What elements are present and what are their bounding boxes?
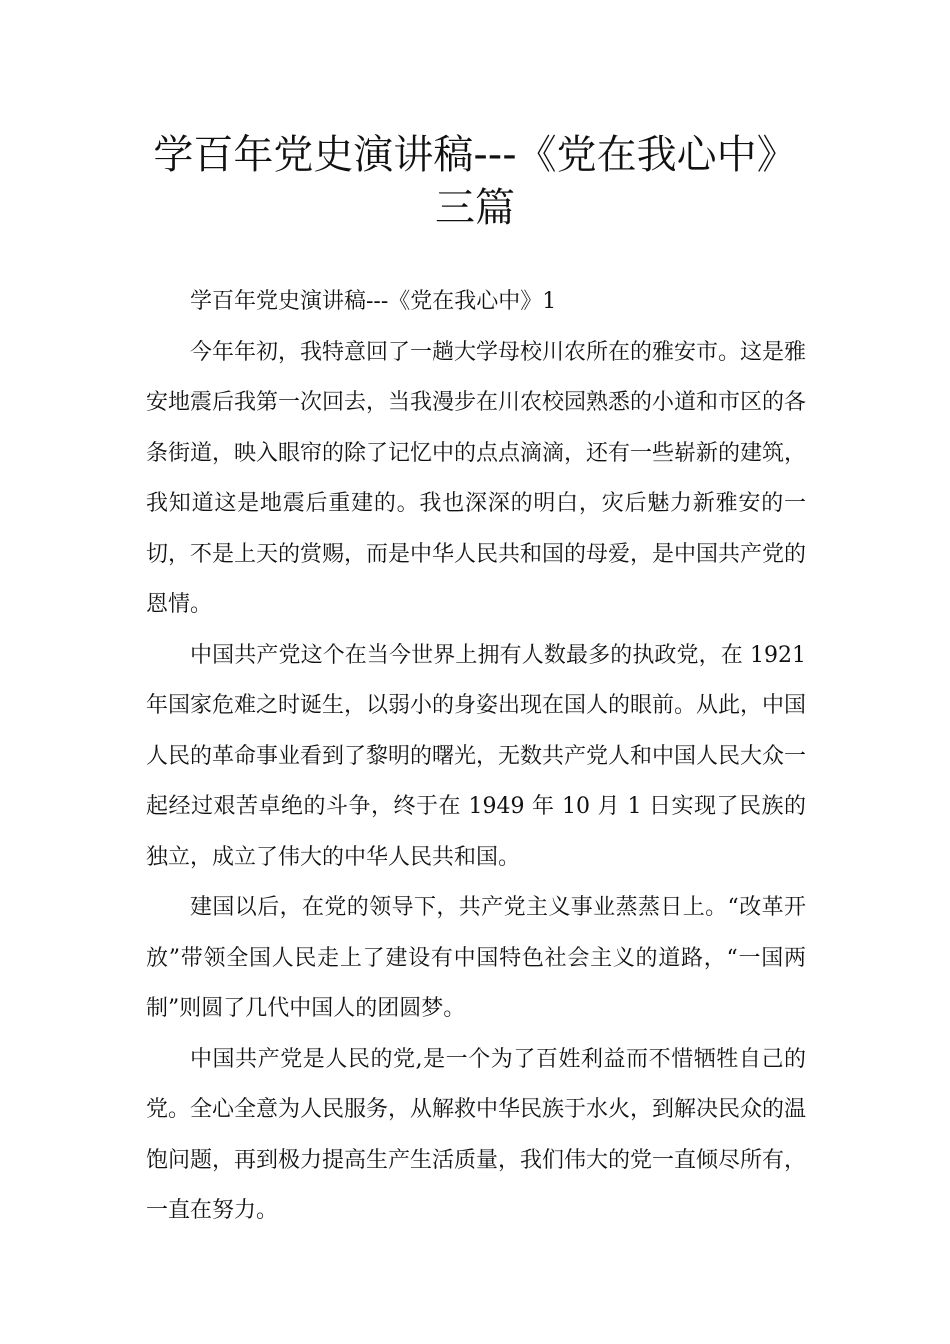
paragraph: 中国共产党是人民的党,是一个为了百姓利益而不惜牺牲自己的党。全心全意为人民服务，从解救中华民族于水火，到解决民众的温饱问题，再到极力提高生产生活质量，我们伟大的党一直倾尽所有，一直在努力。 xyxy=(146,1046,807,1223)
paragraph-subtitle: 学百年党史演讲稿---《党在我心中》1 xyxy=(190,289,557,314)
paragraph: 建国以后，在党的领导下，共产党主义事业蒸蒸日上。“改革开放”带领全国人民走上了建设有中国特色社会主义的道路，“一国两制”则圆了几代中国人的团圆梦。 xyxy=(146,895,806,1021)
document-title-line-2: 三篇 xyxy=(435,185,515,231)
paragraph: 今年年初，我特意回了一趟大学母校川农所在的雅安市。这是雅安地震后我第一次回去，当我漫步在川农校园熟悉的小道和市区的各条街道，映入眼帘的除了记忆中的点点滴滴，还有一些崭新的建筑，我知道这是地震后重建的。我也深深的明白，灾后魅力新雅安的一切，不是上天的赏赐，而是中华人民共和国的母爱，是中国共产党的恩情。 xyxy=(146,339,807,617)
paragraph: 中国共产党这个在当今世界上拥有人数最多的执政党，在 1921 年国家危难之时诞生，以弱小的身姿出现在国人的眼前。从此，中国人民的革命事业看到了黎明的曙光，无数共产党人和中国人民大众一起经过艰苦卓绝的斗争，终于在 1949 年 10 月 1 日实现了民族的独立，成立了伟大的中华人民共和国。 xyxy=(146,642,807,870)
document-body xyxy=(146,277,806,1237)
document-title-line-1: 学百年党史演讲稿---《党在我心中》 xyxy=(153,132,797,178)
